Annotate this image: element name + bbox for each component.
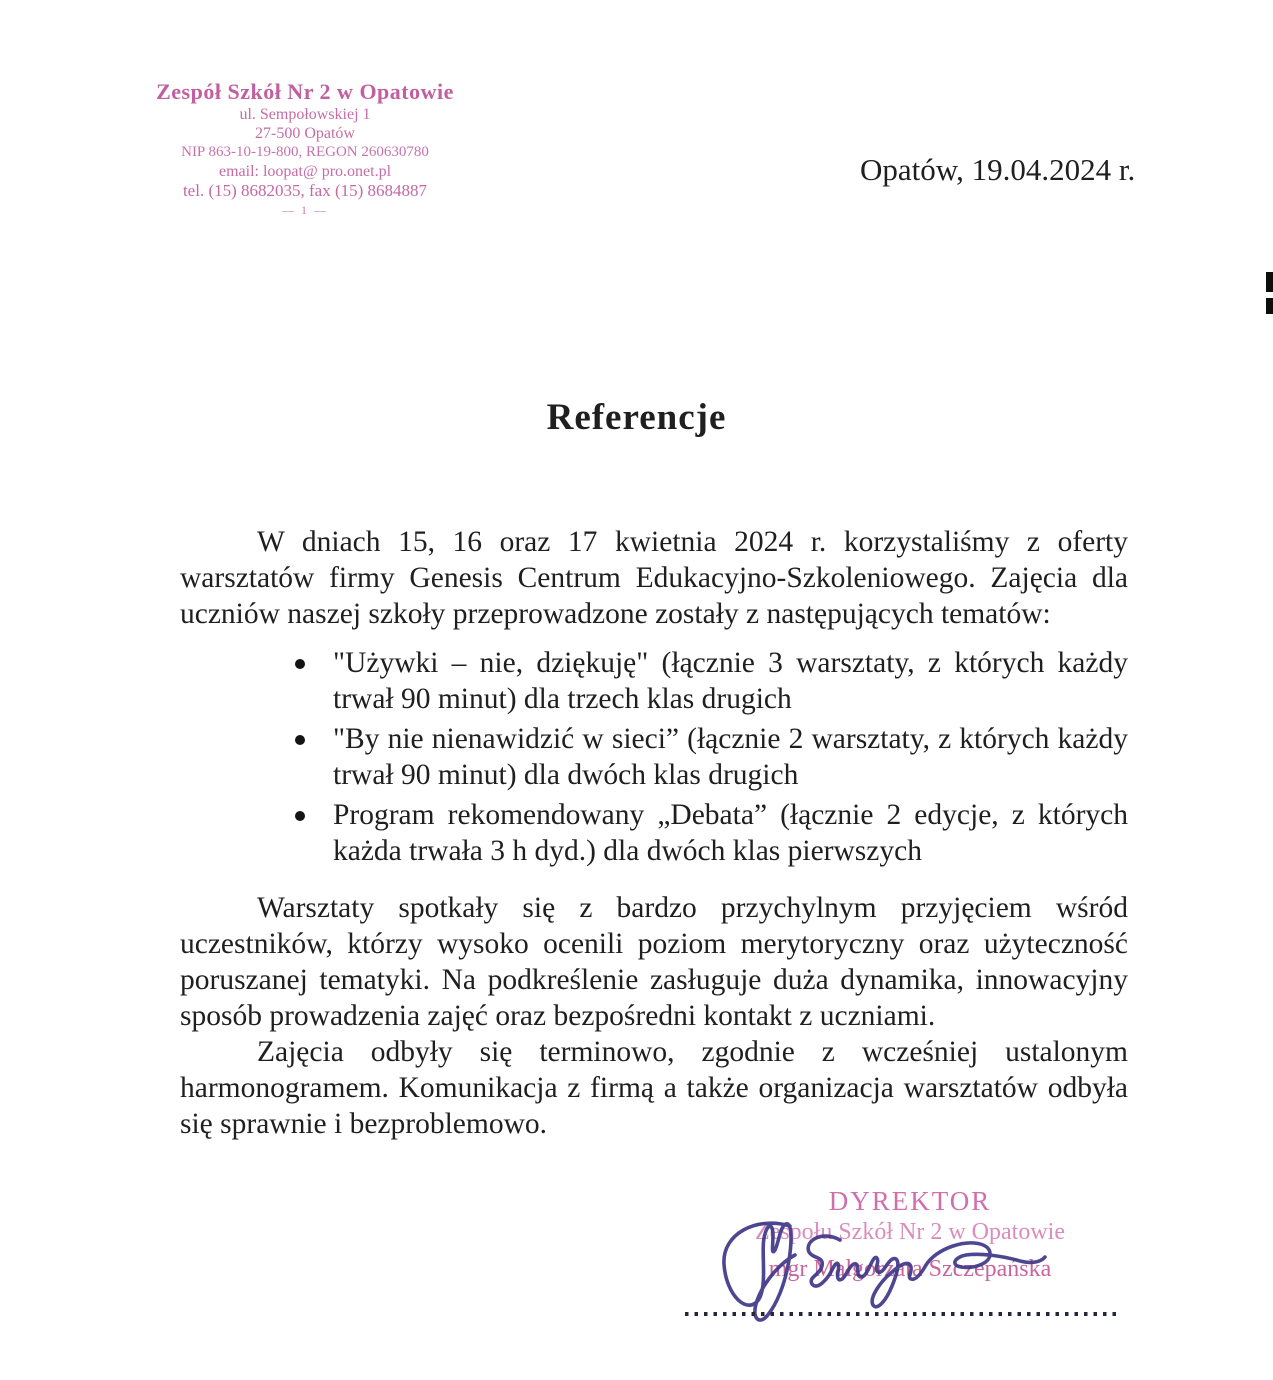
school-name: Zespół Szkół Nr 2 w Opatowie bbox=[156, 79, 454, 104]
phone-fax-line: tel. (15) 8682035, fax (15) 8684887 bbox=[182, 181, 428, 200]
place-and-date: Opatów, 19.04.2024 r. bbox=[860, 152, 1136, 187]
closing-paragraph: Zajęcia odbyły się terminowo, zgodnie z wcześniej ustalonym harmonogramem. Komunikacja z firmą a także organizacja warsztatów odbyła się sprawnie i bezproblemowo. bbox=[180, 1036, 1128, 1140]
address-city: 27-500 Opatów bbox=[255, 125, 355, 142]
director-stamp-role: DYREKTOR bbox=[828, 1186, 992, 1216]
workshop-list bbox=[180, 645, 1128, 869]
email-line: email: loopat@ pro.onet.pl bbox=[218, 163, 392, 180]
address-street: ul. Sempołowskiej 1 bbox=[239, 106, 371, 123]
nip-regon-line: NIP 863-10-19-800, REGON 260630780 bbox=[181, 144, 429, 160]
intro-paragraph: W dniach 15, 16 oraz 17 kwietnia 2024 r. korzystaliśmy z oferty warsztatów firmy Genesis Centrum Edukacyjno-Szkoleniowego. Zajęcia dla uczniów naszej szkoły przeprowadzone zostały z następujących tematów: bbox=[180, 526, 1128, 630]
signature-dotted-line bbox=[685, 1312, 1119, 1316]
scan-artifact-mark bbox=[1266, 272, 1273, 292]
workshop-item-debata: Program rekomendowany „Debata” (łącznie 2 edycje, z których każda trwała 3 h dyd.) dla dwóch klas pierwszych bbox=[333, 799, 1128, 867]
letterhead-stamp bbox=[118, 79, 492, 220]
handwritten-signature bbox=[698, 1212, 1118, 1322]
workshop-item-uzywki: "Używki – nie, dziękuję" (łącznie 3 warsztaty, z których każdy trwał 90 minut) dla trzech klas drugich bbox=[333, 647, 1128, 715]
director-stamp-organization: Zespołu Szkół Nr 2 w Opatowie bbox=[755, 1219, 1065, 1245]
director-stamp-signer: mgr Małgorzata Szczepańska bbox=[768, 1256, 1052, 1282]
scan-artifact-mark bbox=[1266, 298, 1273, 314]
workshop-item-siec: "By nie nienawidzić w sieci” (łącznie 2 warsztaty, z których każdy trwał 90 minut) dla dwóch klas drugich bbox=[333, 723, 1128, 791]
stamp-page-mark: — 1 — bbox=[282, 203, 328, 217]
feedback-paragraph: Warsztaty spotkały się z bardzo przychylnym przyjęciem wśród uczestników, którzy wysoko ocenili poziom merytoryczny oraz użyteczność poruszanej tematyki. Na podkreślenie zasługuje duża dynamika, innowacyjny sposób prowadzenia zajęć oraz bezpośredni kontakt z uczniami. bbox=[180, 892, 1128, 1032]
document-body bbox=[180, 524, 1128, 1142]
document-title: Referencje bbox=[546, 397, 727, 438]
